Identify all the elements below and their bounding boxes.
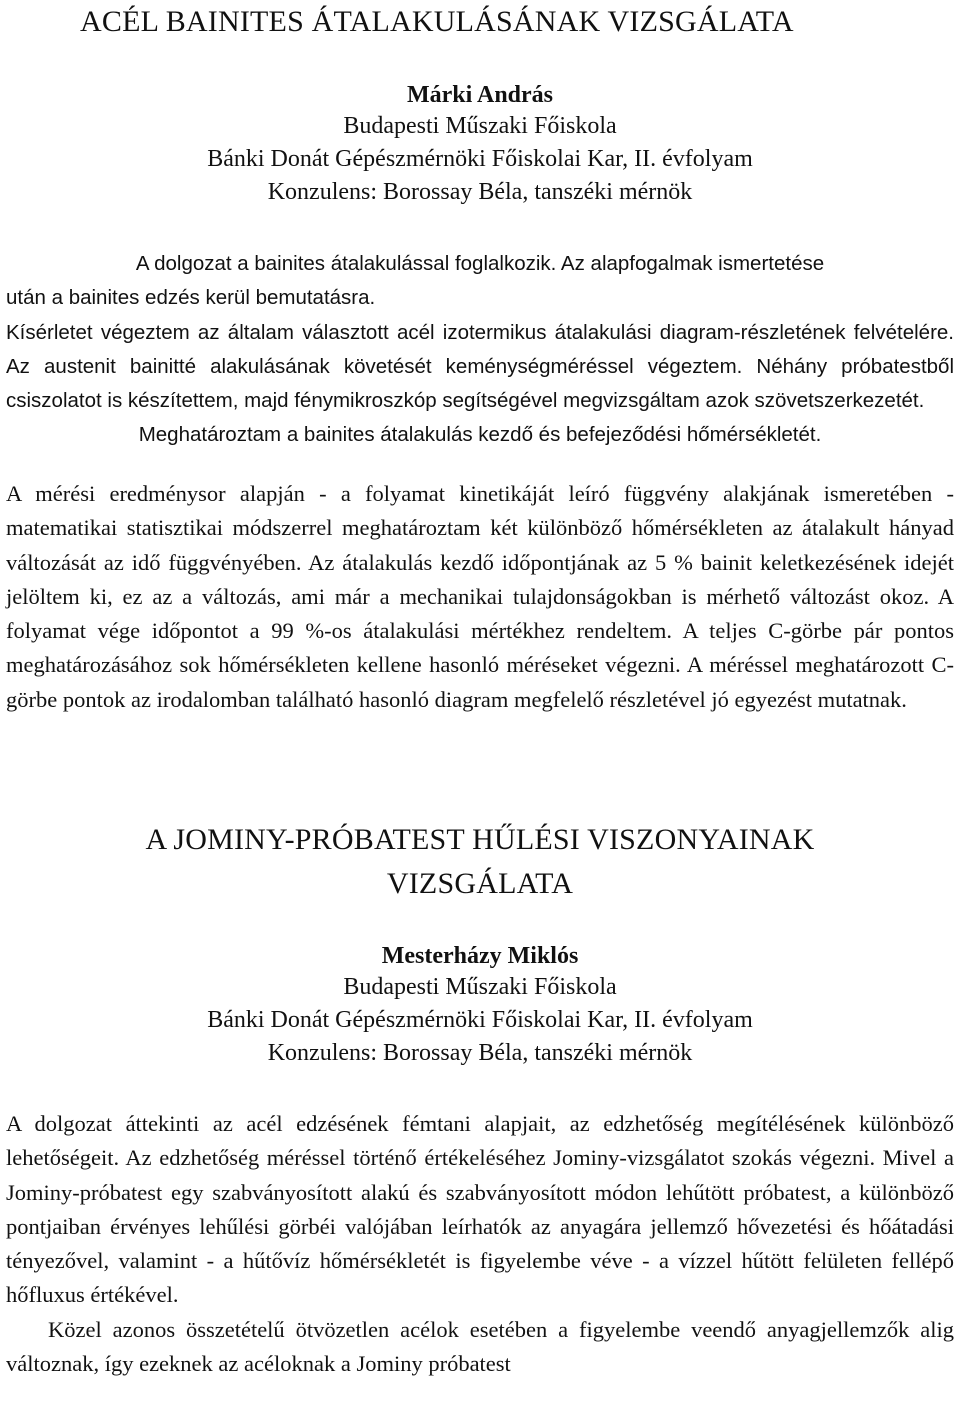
article1-title: ACÉL BAINITES ÁTALAKULÁSÁNAK VIZSGÁLATA: [80, 5, 794, 38]
article2-affiliation: [0, 971, 960, 1070]
article2-faculty: Bánki Donát Gépészmérnöki Főiskolai Kar, II. évfolyam: [207, 1007, 753, 1033]
article1-consultant: Konzulens: Borossay Béla, tanszéki mérnök: [267, 179, 693, 205]
article1-affiliation: [0, 110, 960, 209]
article1-sans-block: Kísérletet végeztem az általam választott acél izotermikus átalakulási diagram-részletének felvételére. Az austenit bainitté alakulásának követését keménységméréssel végeztem. Néhány próbatestből csiszolatot is készítettem, majd fénymikroszkóp segítségével megvizsgáltam azok szövetszerkezetét.: [6, 320, 954, 413]
article2-body: [6, 1107, 954, 1381]
article2-paragraph-2: [6, 1313, 954, 1382]
article2-title: [0, 818, 960, 906]
article1-faculty: Bánki Donát Gépészmérnöki Főiskolai Kar, II. évfolyam: [207, 146, 753, 172]
article2-institution: Budapesti Műszaki Főiskola: [343, 974, 617, 1000]
article2-paragraph-1: A dolgozat áttekinti az acél edzésének fémtani alapjait, az edzhetőség megítélésének különböző lehetőségeit. Az edzhetőség méréssel történő értékeléséhez Jominy-vizsgálatot szokás végezni. Mivel a Jominy-próbatest egy szabványosított alakú és szabványosított módon lehűtött próbatest, a különböző pontjaiban érvényes lehűlési görbéi valójában leírhatók az anyagára jellemző hővezetési és hőátadási tényezővel, valamint - a hűtővíz hőmérsékletét is figyelembe véve - a vízzel hűtött felületen fellépő hőfluxus értékével.: [6, 1111, 954, 1308]
article1-institution: Budapesti Műszaki Főiskola: [343, 113, 617, 139]
article2-title-line2: VIZSGÁLATA: [386, 867, 574, 900]
article1-intro: [6, 247, 954, 453]
article1-body: A mérési eredménysor alapján - a folyamat kinetikáját leíró függvény alakjának ismeretében - matematikai statisztikai módszerrel meghatároztam két különböző hőmérsékleten az átalakult hányad változását az idő függvényében. Az átalakulás kezdő időpontjának az 5 % bainit keletkezésének idejét jelöltem ki, ez az a változás, ami már a mechanikai tulajdonságokban is mérhető változást okoz. A folyamat vége időpontot a 99 %-os átalakulási mértékhez rendeltem. A teljes C-görbe pár pontos meghatározásához sok hőmérsékleten kellene hasonló méréseket végezni. A méréssel meghatározott C-görbe pontok az irodalomban található hasonló diagram megfelelő részletével jó egyezést mutatnak.: [6, 481, 954, 712]
article2-author: Mesterházy Miklós: [381, 943, 579, 969]
article2-title-line1: A JOMINY-PRÓBATEST HŰLÉSI VISZONYAINAK: [145, 823, 815, 856]
article1-intro-line1: A dolgozat a bainites átalakulással foglalkozik. Az alapfogalmak ismertetése: [135, 252, 825, 275]
article1-sans-centered: Meghatároztam a bainites átalakulás kezdő és befejeződési hőmérsékletét.: [138, 423, 822, 447]
article1-author: Márki András: [406, 82, 553, 108]
article2-paragraph-2-text: Közel azonos összetételű ötvözetlen acélok esetében a figyelembe veendő anyagjellemzők alig változnak, így ezeknek az acéloknak a Jominy próbatest: [6, 1316, 954, 1377]
article2-consultant: Konzulens: Borossay Béla, tanszéki mérnök: [267, 1040, 693, 1066]
article1-intro-line2: után a bainites edzés kerül bemutatásra.: [6, 286, 376, 310]
